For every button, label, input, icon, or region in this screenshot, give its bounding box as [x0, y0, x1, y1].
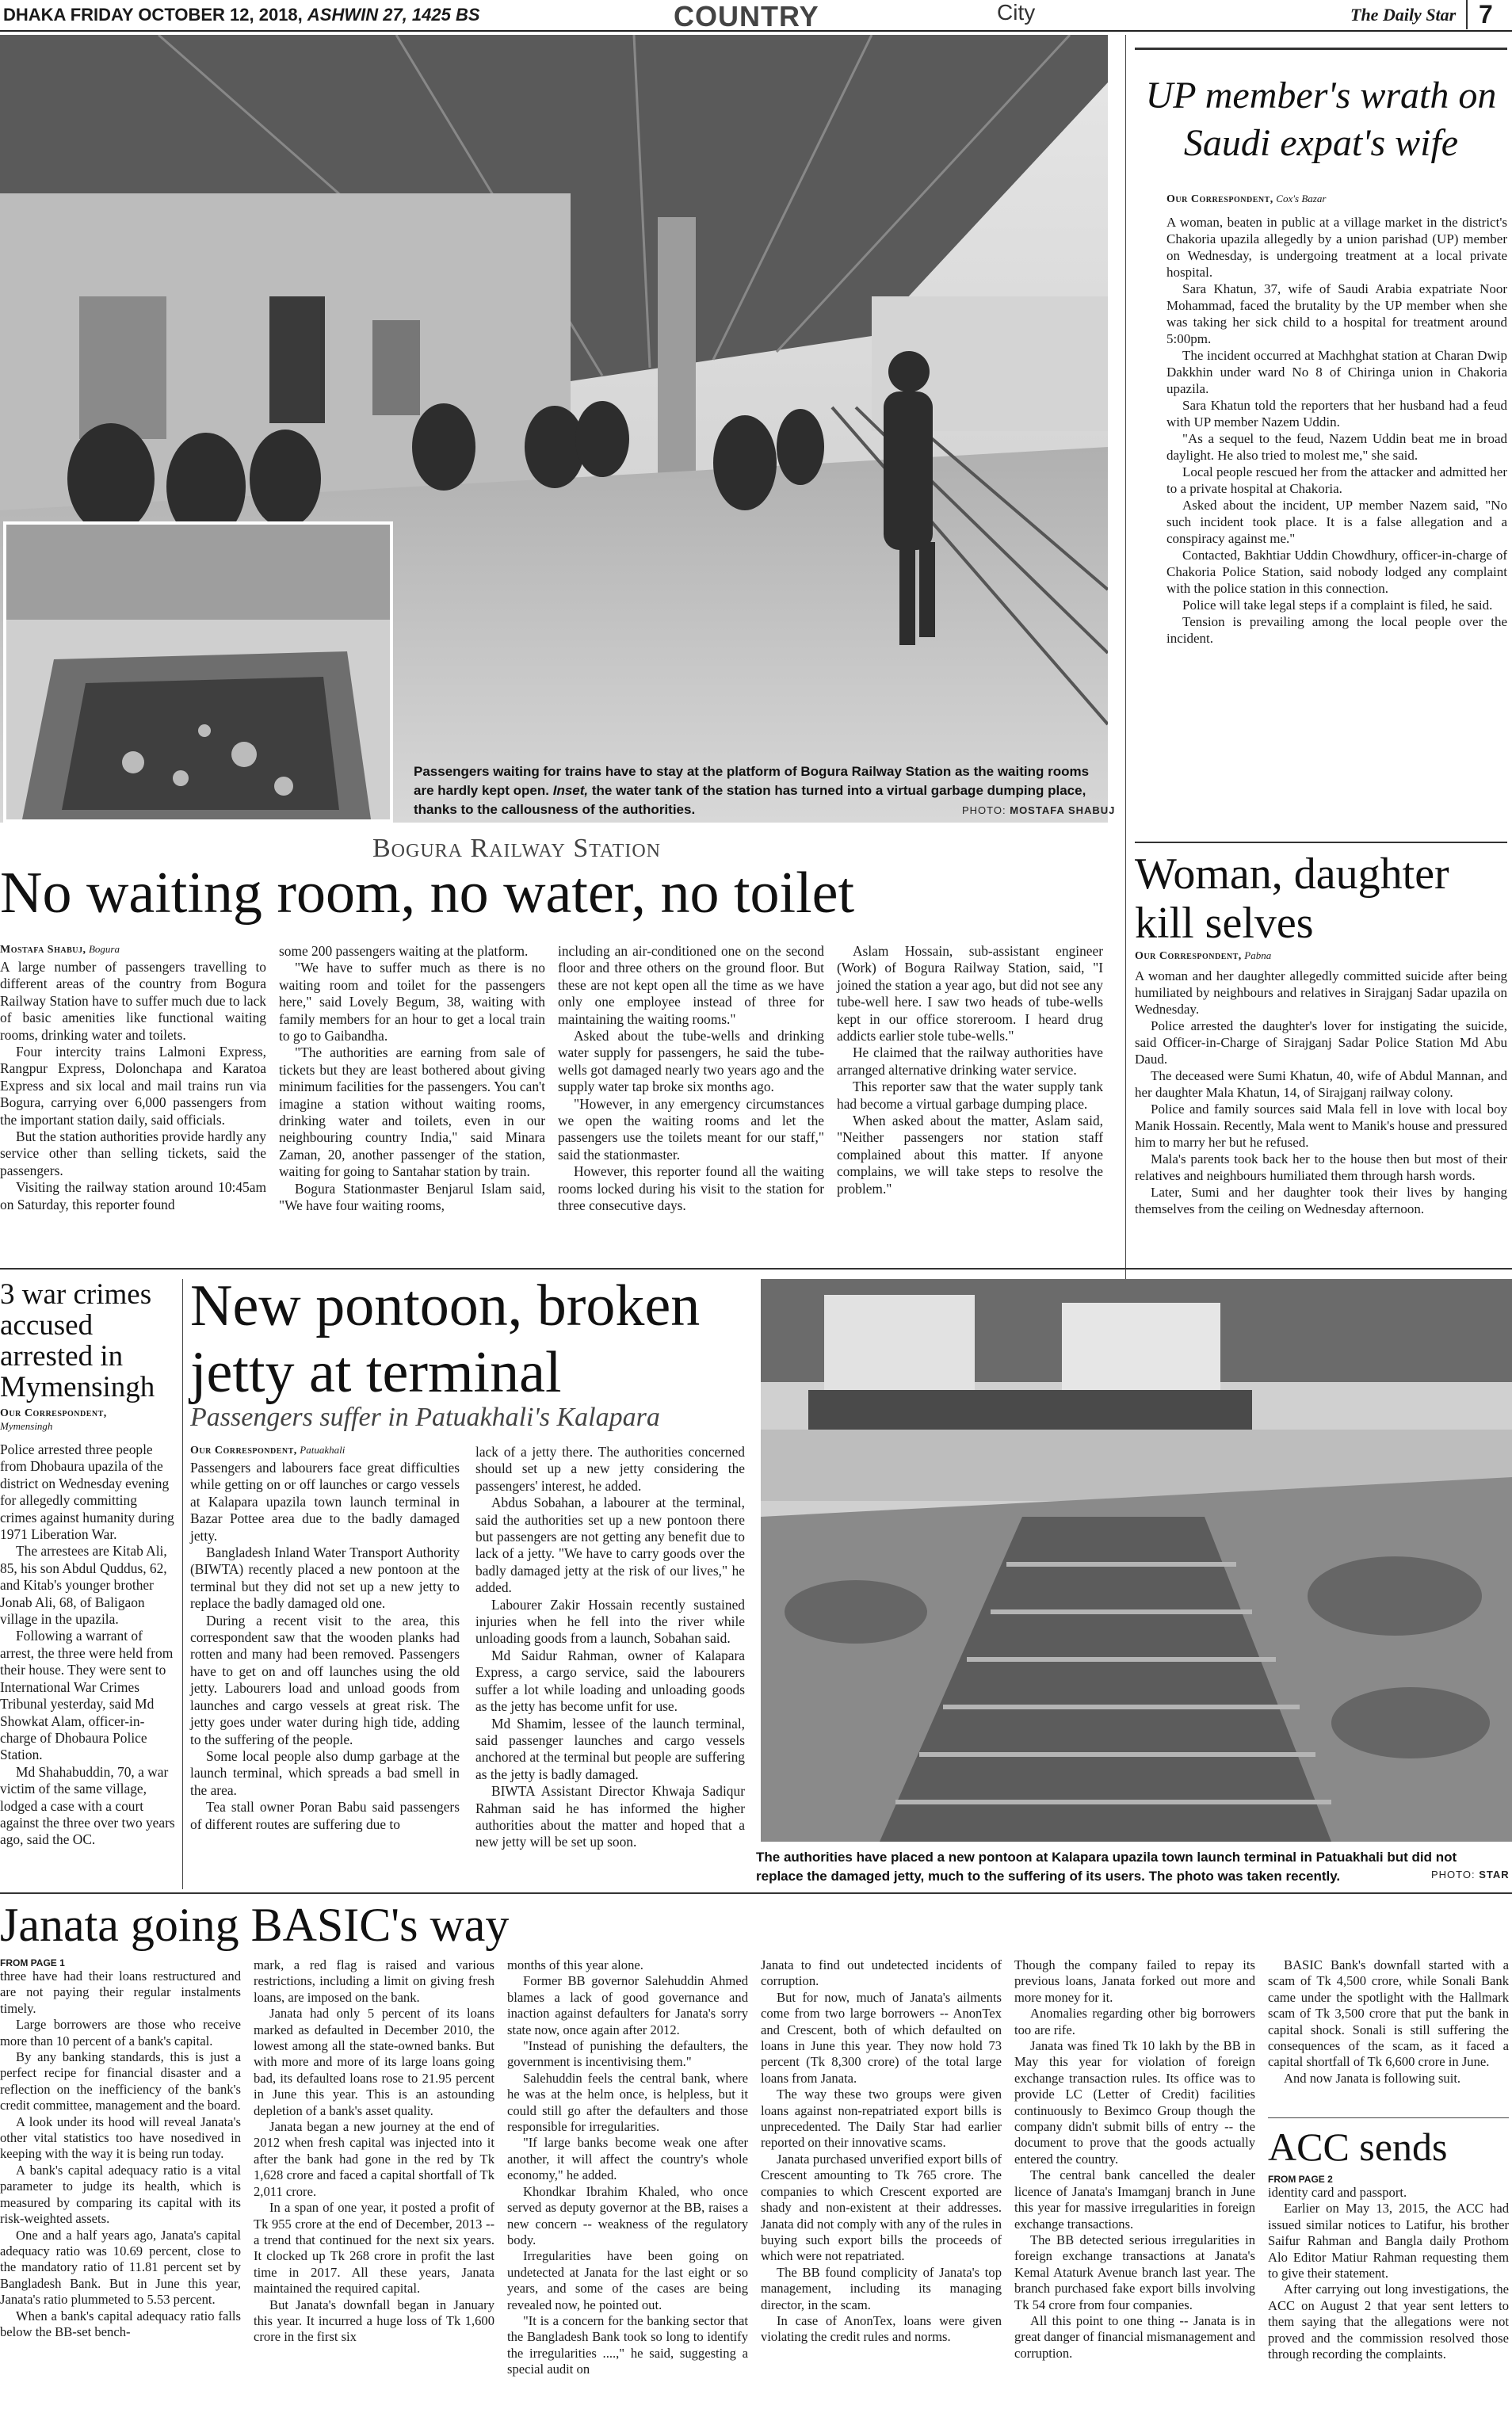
acc-body [1268, 2185, 1509, 2362]
paragraph: One and a half years ago, Janata's capital adequacy ratio was 10.69 percent, close to the mandatory ratio of 11.81 percent set by Bangladesh Bank. But in June this year, Janata's ratio plummeted to 5.53 percent. [0, 2227, 241, 2308]
woman-daughter-body [1135, 968, 1507, 1217]
paragraph: "It is a concern for the banking sector that the Bangladesh Bank took so long to identify the irregularities ....," he said, suggesting a special audit on [507, 2312, 748, 2377]
paragraph: "We have to suffer much as there is no waiting room and toilet for the passengers here," said Lovely Begum, 38, waiting with family members for an hour to get a local train to go to Gaibandha. [279, 960, 545, 1044]
paragraph: Police arrested three people from Dhobaura upazila of the district on Wednesday evening for allegedly committing crimes against humanity during 1971 Liberation War. [0, 1441, 174, 1543]
paragraph: "However, in any emergency circumstances we open the waiting rooms and let the passengers use the toilets meant for our staff," said the stationmaster. [558, 1095, 824, 1163]
paragraph: But the station authorities provide hardly any service other than selling tickets, said the passengers. [0, 1128, 266, 1178]
war-crimes-byline: Our Correspondent, Mymensingh [0, 1407, 107, 1432]
paragraph: Bangladesh Inland Water Transport Authority (BIWTA) recently placed a new pontoon at the terminal but they did not set up a new jetty to replace the badly damaged old one. [190, 1545, 460, 1612]
paragraph: Janata began a new journey at the end of 2012 when fresh capital was injected into it after the bank had gone in the red by Tk 1,628 crore and faced a capital shortfall of Tk 2,011 crore. [254, 2119, 494, 2199]
pontoon-column-1 [190, 1460, 460, 1833]
paragraph: Earlier on May 13, 2015, the ACC had issued similar notices to Latifur, his brother Saifur Rahman and Bangla daily Prothom Alo Editor Matiur Rahman requesting them to give their statement. [1268, 2201, 1509, 2281]
paragraph: Sara Khatun told the reporters that her husband had a feud with UP member Nazem Uddin. [1166, 398, 1507, 430]
paragraph: Asked about the incident, UP member Nazem said, "No such incident took place. It is a false allegation and a conspiracy against me." [1166, 498, 1507, 546]
up-member-byline: Our Correspondent, Cox's Bazar [1166, 193, 1327, 205]
paragraph: Bogura Stationmaster Benjarul Islam said, "We have four waiting rooms, [279, 1180, 545, 1214]
issue-date: DHAKA FRIDAY OCTOBER 12, 2018, ASHWIN 27, 1425 BS [3, 5, 480, 25]
paragraph: Labourer Zakir Hossain recently sustained injuries when he fell into the river while unloading goods from a launch, Sobahan said. [475, 1596, 745, 1647]
paragraph: The BB detected serious irregularities in foreign exchange transactions at Janata's Kemal Ataturk Avenue branch last year. The branch purchased fake export bills involving Tk 54 crore from four companies. [1014, 2232, 1255, 2312]
paragraph: Large borrowers are those who receive more than 10 percent of a bank's capital. [0, 2017, 241, 2049]
paragraph: "Instead of punishing the defaulters, the government is incentivising them." [507, 2038, 748, 2070]
paragraph: Tension is prevailing among the local people over the incident. [1166, 614, 1507, 646]
up-member-story [1135, 48, 1507, 647]
paragraph: some 200 passengers waiting at the platform. [279, 943, 529, 959]
paragraph: When a bank's capital adequacy ratio falls below the BB-set bench- [0, 2308, 241, 2339]
up-member-headline: UP member's wrath on Saudi expat's wife [1145, 74, 1497, 164]
bogura-photo-credit: PHOTO: MOSTAFA SHABUJ [962, 804, 1116, 816]
pontoon-byline: Our Correspondent, Patuakhali [190, 1444, 346, 1457]
paragraph: Sara Khatun, 37, wife of Saudi Arabia expatriate Noor Mohammad, faced the brutality by the UP member when she was taking her sick child to a hospital for treatment around 5:00pm. [1166, 281, 1507, 346]
paragraph: Later, Sumi and her daughter took their lives by hanging themselves from the ceiling on Wednesday afternoon. [1135, 1185, 1507, 1216]
bogura-column-1 [0, 959, 266, 1213]
paragraph: Tea stall owner Poran Babu said passengers of different routes are suffering due to [190, 1799, 460, 1832]
paragraph: A woman, beaten in public at a village market in the district's Chakoria upazila allegedly by a union parishad (UP) member on Wednesday, is undergoing treatment at a local private hospital. [1166, 215, 1507, 280]
paragraph: Md Shahabuddin, 70, a war victim of the same village, lodged a case with a court against the three over two years ago, said the OC. [0, 1763, 175, 1848]
paragraph: Irregularities have been going on undetected at Janata for the last eight or so years, and some of the cases are being revealed now, he pointed out. [507, 2248, 748, 2312]
paragraph: Abdus Sobahan, a labourer at the terminal, said the authorities set up a new pontoon there but passengers are not getting any benefit due to lack of a jetty. "We have to carry goods over the badly damaged jetty at the risk of our lives," he added. [475, 1495, 745, 1596]
paragraph: three have had their loans restructured and are not paying their regular instalments timely. [0, 1968, 241, 2016]
paragraph: Passengers and labourers face great difficulties while getting on or off launches or cargo vessels at Kalapara upazila town launch terminal in Bazar Pottee area due to the badly damaged jetty. [190, 1460, 460, 1544]
paragraph: Police and family sources said Mala fell in love with local boy Manik Hossain. Recently, Mala went to Manik's house and pressured him to marry her but he refused. [1135, 1102, 1507, 1150]
paragraph: Janata had only 5 percent of its loans marked as defaulted in December 2010, the lowest among all the state-owned banks. But with more and more of its large loans going bad, its defaulted loans rose to 21.95 percent in June this year. This is an astounding depletion of a bank's asset quality. [254, 2006, 494, 2118]
janata-headline: Janata going BASIC's way [0, 1899, 510, 1951]
paragraph: But for now, much of Janata's ailments come from two large borrowers -- AnonTex and Crescent, both of which defaulted on loans in June this year. They now hold 73 percent (Tk 8,300 crore) of the total large loans from Janata. [761, 1989, 1002, 2086]
paragraph: Local people rescued her from the attacker and admitted her to a private hospital at Chakoria. [1166, 464, 1507, 496]
pontoon-photo-caption: The authorities have placed a new pontoon at Kalapara upazila town launch terminal in Patuakhali but did not replace the damaged jetty, much to the suffering of its users. The photo was taken recently. [756, 1850, 1457, 1884]
bogura-byline: Mostafa Shabuj, Bogura [0, 943, 120, 956]
column-divider [182, 1279, 183, 1889]
pontoon-subhead: Passengers suffer in Patuakhali's Kalapara [190, 1403, 660, 1432]
janata-column-2 [254, 1957, 494, 2346]
pontoon-photo-credit: PHOTO: STAR [1431, 1869, 1510, 1881]
bogura-photo-caption: Passengers waiting for trains have to stay at the platform of Bogura Railway Station as the waiting rooms are hardly kept open. Inset, the water tank of the station has turned into a virtual garbage dumping place, thanks to the callousness of the authorities. [414, 764, 1090, 817]
paragraph: The incident occurred at Machhghat station at Charan Dwip Dakkhin under ward No 8 of Chiringa union in Chakoria upazila. [1166, 348, 1507, 396]
acc-headline: ACC sends [1268, 2125, 1448, 2169]
paragraph: By any banking standards, this is just a perfect recipe for financial disaster and a reflection on the inefficiency of the bank's credit committee, management and the board. [0, 2049, 241, 2113]
paragraph: When asked about the matter, Aslam said, "Neither passengers nor station staff complained about this matter. If anyone complains, we will take steps to resolve the problem." [837, 1113, 1103, 1197]
janata-column-3 [507, 1957, 748, 2378]
paragraph: Khondkar Ibrahim Khaled, who once served as deputy governor at the BB, raises a new concern -- weakness of the regulatory body. [507, 2183, 748, 2247]
war-crimes-headline: 3 war crimes accused arrested in Mymensingh [0, 1278, 155, 1403]
up-member-body [1135, 214, 1507, 647]
paragraph: All this point to one thing -- Janata is in great danger of financial mismanagement and corruption. [1014, 2312, 1255, 2361]
acc-story [1268, 2117, 1509, 2362]
janata-column-6 [1268, 1957, 1509, 2087]
paragraph: mark, a red flag is raised and various restrictions, including a limit on giving fresh loans, are imposed on the bank. [254, 1957, 494, 2005]
paragraph: identity card and passport. [1268, 2185, 1407, 2200]
woman-daughter-byline: Our Correspondent, Pabna [1135, 949, 1272, 962]
newspaper-logo: The Daily Star [1350, 5, 1457, 25]
paragraph: A large number of passengers travelling to different areas of the country from Bogura Railway Station have to suffer much due to lack of basic amenities like functional waiting rooms, drinking water and toilets. [0, 959, 266, 1043]
bogura-column-4 [837, 943, 1103, 1197]
janata-column-5 [1014, 1957, 1255, 2362]
paragraph: BIWTA Assistant Director Khwaja Sadiqur Rahman said he has informed the higher authorities about the matter and hoped that a new jetty will be set up soon. [475, 1783, 745, 1850]
jetty-illustration [761, 1279, 1512, 1842]
paragraph: Visiting the railway station around 10:45am on Saturday, this reporter found [0, 1179, 266, 1212]
paragraph: Asked about the tube-wells and drinking water supply for passengers, he said the tube-wells got damaged nearly two years ago and the supply water tap broke six months ago. [558, 1028, 824, 1095]
paragraph: Md Saidur Rahman, owner of Kalapara Express, a cargo service, said the labourers suffer a lot while loading and unloading goods as the jetty has become unfit for use. [475, 1647, 745, 1715]
paragraph: Mala's parents took back her to the house then but most of their relatives and neighbours humiliated them through harsh words. [1135, 1151, 1507, 1183]
paragraph: Police will take legal steps if a complaint is filed, he said. [1182, 598, 1493, 613]
janata-from-page: FROM PAGE 1 [0, 1957, 65, 1968]
page-header [0, 0, 1512, 32]
paragraph: lack of a jetty there. The authorities concerned should set up a new jetty considering the passengers' interest, he added. [475, 1444, 745, 1494]
paragraph: In case of AnonTex, loans were given violating the credit rules and norms. [761, 2312, 1002, 2345]
paragraph: "The authorities are earning from sale of tickets but they are least bothered about giving minimum facilities for the passengers. You can't imagine a station without waiting rooms, drinking water and toilets, even in our neighbouring country India," said Minara Zaman, 20, another passenger of the station, waiting for going to Santahar station by train. [279, 1044, 545, 1180]
war-crimes-story [0, 1279, 176, 1849]
bogura-column-3 [558, 943, 824, 1215]
paragraph: The central bank cancelled the dealer licence of Janata's Imamganj branch in June this year for massive irregularities in foreign exchange transactions. [1014, 2167, 1255, 2232]
paragraph: A woman and her daughter allegedly committed suicide after being humiliated by neighbours and relatives in Sirajganj Sadar upazila on Wednesday. [1135, 968, 1507, 1017]
janata-column-1 [0, 1968, 241, 2340]
paragraph: Police arrested the daughter's lover for instigating the suicide, said Officer-in-Charge of Sirajganj Sadar Police Station Md Abu Daud. [1135, 1018, 1507, 1067]
paragraph: Janata to find out undetected incidents of corruption. [761, 1957, 1002, 1989]
paragraph: Anomalies regarding other big borrowers too are rife. [1014, 2006, 1255, 2037]
paragraph: He claimed that the railway authorities have arranged alternative drinking water service. [837, 1044, 1103, 1078]
paragraph: Four intercity trains Lalmoni Express, Rangpur Express, Dolonchapa and Karatoa Express and six local and mail trains run via Bogura, carrying over 6,000 passengers from the important station daily, said officials. [0, 1044, 266, 1128]
paragraph: In a span of one year, it posted a profit of Tk 955 crore at the end of December, 2013 -- a trend that continued for the next six years. It clocked up Tk 268 crore in profit the last time in 2017. All these years, Janata maintained the required capital. [254, 2200, 494, 2297]
paragraph: And now Janata is following suit. [1284, 2070, 1461, 2086]
paragraph: But Janata's downfall began in January this year. It incurred a huge loss of Tk 1,600 crore in the first six [254, 2297, 494, 2345]
paragraph: Though the company failed to repay its previous loans, Janata forked out more and more money for it. [1014, 1957, 1255, 2005]
pontoon-column-2 [475, 1444, 745, 1851]
bogura-kicker: Bogura Railway Station [372, 834, 661, 863]
paragraph: This reporter saw that the water supply tank had become a virtual garbage dumping place. [837, 1079, 1103, 1112]
paragraph: "As a sequel to the feud, Nazem Uddin beat me in broad daylight. He also tried to molest me," she said. [1166, 431, 1507, 463]
paragraph: BASIC Bank's downfall started with a scam of Tk 4,500 crore, while Sonali Bank came under the spotlight with the Hallmark scam of Tk 3,500 crore that put the bank in capital shock. Sonali is still suffering the consequences of the scam, as it faced a capital shortfall of Tk 6,600 crore in June. [1268, 1957, 1509, 2070]
paragraph: Janata was fined Tk 10 lakh by the BB in May this year for violation of foreign exchange transaction rules. Its office was to provide LC (Letter of Credit) facilities continuously to Beximco Group though the company didn't submit bills of entry -- the document to prove that the goods actually entered the country. [1014, 2038, 1255, 2167]
paragraph: Salehuddin feels the central bank, where he was at the helm once, is helpless, but it could still go after the defaulters and those responsible for irregularities. [507, 2070, 748, 2135]
paragraph: Contacted, Bakhtiar Uddin Chowdhury, officer-in-charge of Chakoria Police Station, said nobody lodged any complaint with the police station in this connection. [1166, 548, 1507, 596]
kalapara-jetty-photo [761, 1279, 1512, 1842]
paragraph: "If large banks become weak one after another, it will affect the country's whole economy," he added. [507, 2135, 748, 2183]
acc-from-page: FROM PAGE 2 [1268, 2174, 1333, 2185]
paragraph: Md Shamim, lessee of the launch terminal, said passenger launches and cargo vessels anchored at the terminal but people are suffering as the jetty is badly damaged. [475, 1715, 745, 1782]
paragraph: including an air-conditioned one on the second floor and three others on the ground floor. But these are not kept open all the time as we have only one employee instead of three for maintaining the waiting rooms." [558, 943, 824, 1027]
section-divider [0, 1892, 1512, 1894]
war-crimes-body [0, 1441, 176, 1849]
paragraph: After carrying out long investigations, the ACC on August 2 that year sent letters to them saying that the allegations were not proved and the commission resolved those through recording the complaints. [1268, 2281, 1509, 2362]
paragraph: A look under its hood will reveal Janata's other vital statistics too have nosedived in keeping with the way it is being run today. [0, 2113, 241, 2162]
paragraph: Following a warrant of arrest, the three were held from their house. They were sent to International War Crimes Tribunal yesterday, said Md Showkat Alam, officer-in-charge of Dhobaura Police Station. [0, 1628, 174, 1763]
garbage-tank-illustration [6, 525, 390, 819]
janata-column-4 [761, 1957, 1002, 2346]
pontoon-headline: New pontoon, broken jetty at terminal [190, 1273, 701, 1405]
subsection-title: City [997, 0, 1036, 25]
paragraph: During a recent visit to the area, this correspondent saw that the wooden planks had rotten and many had been removed. Passengers have to get on and off launches using the old jetty. Labourers load and unload goods from launches and cargo vessels at great risk. The jetty goes under water during high tide, adding to the suffering of the people. [190, 1612, 460, 1747]
paragraph: Janata purchased unverified export bills of Crescent amounting to Tk 765 crore. The companies to which Crescent exported are shady and non-existent at their addresses. Janata did not comply with any of the rules in buying such export bills the proceeds of which were not repatriated. [761, 2151, 1002, 2264]
section-title: COUNTRY [674, 0, 819, 32]
paragraph: Aslam Hossain, sub-assistant engineer (Work) of Bogura Railway Station, said, "I joined the station a year ago, but did not see any tube-well here. I saw two heads of tube-wells kept in our office storeroom. I heard drug addicts earlier stole tube-wells." [837, 943, 1103, 1044]
bogura-headline: No waiting room, no water, no toilet [0, 861, 855, 926]
paragraph: The way these two groups were given loans against non-repatriated export bills is unprecedented. The Daily Star had earlier reported on their innovative scams. [761, 2087, 1002, 2151]
column-divider [1125, 35, 1126, 1279]
paragraph: A bank's capital adequacy ratio is a vital parameter to judge its health, which is measured by comparing its capital with its risk-weighted assets. [0, 2162, 241, 2227]
paragraph: However, this reporter found all the waiting rooms locked during his visit to the station for three consecutive days. [558, 1163, 824, 1214]
woman-daughter-story [1135, 842, 1507, 1217]
section-divider [0, 1268, 1512, 1270]
woman-daughter-headline: Woman, daughter kill selves [1135, 850, 1449, 948]
paragraph: The BB found complicity of Janata's top management, including its managing director, in the scam. [761, 2264, 1002, 2312]
bogura-column-2 [279, 943, 545, 1215]
paragraph: months of this year alone. [507, 1957, 643, 1972]
paragraph: The deceased were Sumi Khatun, 40, wife of Abdul Mannan, and her daughter Mala Khatun, 14, of Sirajganj railway colony. [1135, 1068, 1507, 1100]
paragraph: Former BB governor Salehuddin Ahmed blames a lack of good governance and inaction against defaulters for Janata's sorry state now, once again after 2012. [507, 1973, 748, 2037]
paragraph: The arrestees are Kitab Ali, 85, his son Abdul Quddus, 62, and Kitab's younger brother Jonab Ali, 68, of Baligaon village in the upazila. [0, 1543, 167, 1628]
paragraph: Some local people also dump garbage at the launch terminal, which spreads a bad smell in the area. [190, 1747, 460, 1798]
page-number: 7 [1466, 0, 1493, 29]
water-tank-inset-photo [3, 521, 393, 823]
